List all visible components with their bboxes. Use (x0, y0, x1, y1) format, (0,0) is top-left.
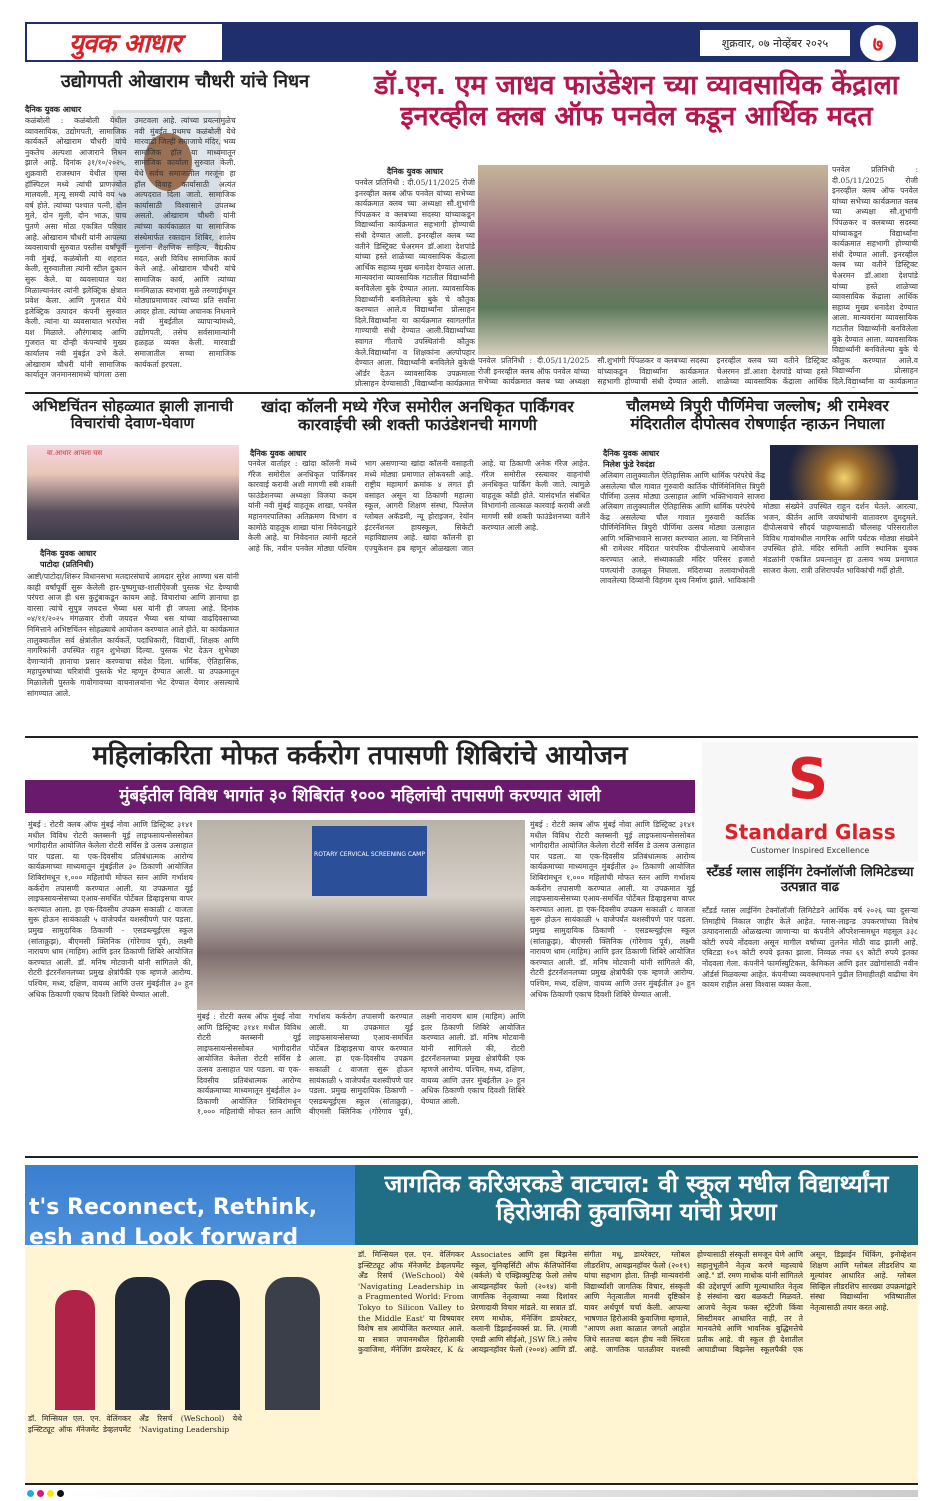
story5-temple-photo (770, 445, 918, 500)
story2-group-photo (478, 165, 828, 355)
story5-byline: दैनिक युवक आधार (603, 448, 660, 458)
story3-location: पाटोदा (प्रतिनिधी) (40, 559, 95, 569)
story5-location: निलेश फुंडे रेवदंडा (603, 459, 655, 469)
story1-byline: दैनिक युवक आधार (25, 104, 82, 114)
story2-body-col1: पनवेल प्रतिनिधी : दी.05/11/2025 रोजी इनरव्हील क्लब ऑफ पनवेल यांच्या सभेच्या कार्यक्रमात क्लब च्या अध्यक्षा सौ.शुभांगी पिंपळकर व क्लबच्या सदस्या यांच्याकडून विद्यार्थ्यांना कार्यक्रमात सहभागी होण्याची संधी देण्यात आली. इनरव्हील क्लब च्या वतीने डिस्ट्रिक्ट चेअरमन डॉ.आशा देशपांडे यांच्या हस्ते शाळेच्या व्यावसायिक केंद्राला आर्थिक सहाय्य मुख्य धनादेश देण्यात आला. मान्यवरांना व्यावसायिक गटातील विद्यार्थ्यांनी बनविलेला बुके देण्यात आला. व्यावसायिक विद्यार्थ्यांनी बनविलेल्या बुके चे कौतुक करण्यात आले.व विद्यार्थ्यांना प्रोत्साहन दिले.विद्यार्थ्यांना या कार्यक्रमात स्वागतगीत गाण्याची संधी देण्यात आली.विद्यार्थ्यांच्या स्वागत गीताचे उपस्थितांनी कौतुक केले.विद्यार्थ्यांना व शिक्षकांना अल्पोपहार देण्यात आला. विद्यार्थ्यांनी बनविलेले बुकेची ऑर्डर देऊन व्यावसायिक उपक्रमाला प्रोत्साहन देण्यासाठी ,विद्यार्थ्यांना कार्यक्रमात (355, 178, 475, 388)
story7-photo-caption: डॉ. मिन्सियल एल. एन. वेलिंगकर इन्स्टिट्यूट ऑफ मॅनेजमेंट डेव्हलपमेंट अँड रिसर्च (WeSchool) येथे 'Navigating Leadership (28, 1414, 242, 1434)
story3-photo-banner: वा.आधार आपला घस (47, 449, 103, 457)
story5-headline: चौलमध्ये त्रिपुरी पौर्णिमेचा जल्लोष; श्री रामेश्वर मंदिरातील दीपोत्सव रोषणाईत न्हाऊन निघाला (626, 397, 889, 433)
section-divider (25, 1483, 918, 1485)
story1-body: कळंबोली : कळंबोली येथील व्यावसायिक, उद्योगपती, सामाजिक कार्यकर्ते ओखाराम चौधरी यांचे नुकतेच अल्पशा आजाराने निधन झाले आहे. दिनांक ३१/१०/२०२५, शुक्रवारी राजस्थान येथील एम्स हॉस्पिटल मध्ये त्यांची प्राणज्योत मालवली. मृत्यू समयी त्यांचे वय ५७ वर्ष होते. त्यांच्या पश्चात पत्नी, दोन मुले, दोन मुली, दोन भाऊ, पाच पुतणे असा मोठा एकत्रित परिवार आहे. ओखाराम चौधरी यांनी आपल्या व्यवसायाची सुरुवात पस्तीस वर्षांपूर्वी नवी मुंबई, कळंबोली या शहरात केली, सुरुवातीला त्यांनी स्टील दुकान सुरू केले. या व्यवसायात यश मिळाल्यानंतर त्यांनी इलेक्ट्रिक क्षेत्रात प्रवेश केला. आणि गुजरात येथे इलेक्ट्रिक उत्पादन कंपनी सुरुवात केली. त्यांना या व्यवसायात भरघोस यश मिळाले. औरंगाबाद आणि गुजरात या दोन्ही कंपन्यांचे मुख्य कार्यालय नवी मुंबईत उभे केले. ओखाराम चौधरी यांनी सामाजिक कार्यातून जनमानसामध्ये चांगला ठसा उमटवला आहे. त्यांच्या प्रयत्नामुळेच नवी मुंबईत प्रथमच कळंबोली येथे मारवाडी जिल्ही समाजाचे मंदिर, भव्य सामाजिक हॉल या माध्यमातून सामाजिक कार्याला सुरुवात केली. येथे सर्वच समाजातील गरजूंना हा हॉल विवाह कार्यासाठी अत्यंत अल्पदरात दिला जातो. सामाजिक कार्यासाठी विश्वासाने उपलब्ध असतो. ओखाराम चौधरी यांनी त्यांच्या कार्यकाळात या सामाजिक संस्थेमार्फत रक्तदान शिबिर, शालेय मुलांना शैक्षणिक साहित्य, वैद्यकीय मदत, अशी विविध सामाजिक कार्य केले आहे. ओखाराम चौधरी यांचे सामाजिक कार्य, आणि त्यांच्या मनमिळाऊ स्वभावा मुळे तरुणाईमधून मोठ्याप्रमाणावर त्यांच्या प्रति सर्वांना आदर होता. त्यांच्या अचानक निधनाने नवी मुंबईतील व्यापाऱ्यांमध्ये, उद्योगपती, तसेच सर्वसामान्यांनी हळहळ व्यक्त केली. मारवाडी समाजातील सच्चा सामाजिक कार्यकर्ता हरपला. (25, 116, 236, 380)
story7-headline: जागतिक करिअरकडे वाटचाल: वी स्कूल मधील विद्यार्थ्यांना हिरोआकी कुवाजिमा यांची प्रेरणा (355, 1165, 918, 1245)
photo-backdrop-text: t's Reconnect, Rethink, esh and Look forward (29, 1195, 318, 1250)
newspaper-logo: युवक आधार (27, 24, 222, 60)
story2-headline: डॉ.एन. एम जाधव फाउंडेशन च्या व्यावसायिक केंद्राला इनरव्हील क्लब ऑफ पनवेल कडून आर्थिक मदत (374, 70, 899, 133)
standard-glass-logo-icon: S (787, 747, 829, 812)
ad-brand: Standard Glass (724, 820, 896, 844)
story2-body-col-right: पनवेल प्रतिनिधी : दी.05/11/2025 रोजी इनरव्हील क्लब ऑफ पनवेल यांच्या सभेच्या कार्यक्रमात क्लब च्या अध्यक्षा सौ.शुभांगी पिंपळकर व क्लबच्या सदस्या यांच्याकडून विद्यार्थ्यांना कार्यक्रमात सहभागी होण्याची संधी देण्यात आली. इनरव्हील क्लब च्या वतीने डिस्ट्रिक्ट चेअरमन डॉ.आशा देशपांडे यांच्या हस्ते शाळेच्या व्यावसायिक केंद्राला आर्थिक सहाय्य मुख्य धनादेश देण्यात आला. मान्यवरांना व्यावसायिक गटातील विद्यार्थ्यांनी बनविलेला बुके देण्यात आला. व्यावसायिक विद्यार्थ्यांनी बनविलेल्या बुके चे कौतुक करण्यात आले.व विद्यार्थ्यांना प्रोत्साहन दिले.विद्यार्थ्यांना या कार्यक्रमात (832, 165, 918, 386)
section-divider (25, 392, 918, 394)
story4-headline: खांदा कॉलनी मध्ये गॅरेज समोरील अनधिकृत पार्किंगवर कारवाईची स्त्री शक्ती फाउंडेशनची मागणी (261, 397, 574, 435)
standard-glass-ad (702, 742, 918, 862)
story4-byline: दैनिक युवक आधार (250, 448, 307, 458)
story2-body-under-photo: पनवेल प्रतिनिधी : दी.05/11/2025 रोजी इनरव्हील क्लब ऑफ पनवेल यांच्या सभेच्या कार्यक्रमात क्लब च्या अध्यक्षा सौ.शुभांगी पिंपळकर व क्लबच्या सदस्या यांच्याकडून विद्यार्थ्यांना कार्यक्रमात सहभागी होण्याची संधी देण्यात आली. इनरव्हील क्लब च्या वतीने डिस्ट्रिक्ट चेअरमन डॉ.आशा देशपांडे यांच्या हस्ते शाळेच्या व्यावसायिक केंद्राला आर्थिक (478, 356, 828, 387)
story4-body: पनवेल वार्ताहर : खांदा कॉलनी मध्ये गॅरेज समोरील अनधिकृत पार्किंगवर कारवाई करावी अशी मागणी स्त्री शक्ती फाउंडेशनच्या अध्यक्षा विजया कदम यांनी नवी मुंबई वाहतूक शाखा, पनवेल महानगरपालिका अतिक्रमण विभाग व कामोठे वाहतूक शाखा यांना निवेदनाद्वारे केली आहे. या निवेदनात त्यांनी म्हटले आहे कि, नवीन पनवेल मोठ्या पश्चिम भाग असणाऱ्या खांदा कॉलनी वसाहती मध्ये मोठ्या प्रमाणात लोकवस्ती आहे. राष्ट्रीय महामार्ग क्रमांक ४ लगत ही वसाहत असून या ठिकाणी महात्मा स्कूल, आगरी शिक्षण संस्था, पिल्लेज ग्लोबल अकॅडमी, न्यू होराइजन, रेयॉन इंटरनॅशनल हायस्कूल, सिकेटी महाविद्यालय आहे. खांदा कॉलनी हा एज्युकेशन हब म्हणून ओळखला जात आहे. या ठिकाणी अनेक गॅरेज आहेत. गॅरेज समोरील रस्त्यावर वाहनांची अनधिकृत पार्किंग केली जाते. त्यामुळे वाहतूक कोंडी होते. यासंदर्भात संबंधित विभागांनी तात्काळ कारवाई करावी अशी मागणी स्त्री शक्ती फाउंडेशनच्या वतीने करण्यात आली आहे. (248, 459, 590, 553)
story6-body-col1: मुंबई : रोटरी क्लब ऑफ मुंबई नोवा आणि डिस्ट्रिक्ट ३१४१ मधील विविध रोटरी क्लब्सनी यूई लाइफसायन्सेससोबत भागीदारीत आयोजित केलेला रोटरी सर्विस डे उत्सव उत्साहात पार पडला. या एक-दिवसीय प्रतिबंधात्मक आरोग्य कार्यक्रमाच्या माध्यमातून मुंबईतील ३० ठिकाणी आयोजित शिबिरांमधून १,००० महिलांची मोफत स्तन आणि गर्भाशय कर्करोग तपासणी करण्यात आली. या उपक्रमात यूई लाइफसायन्सेसच्या एआय-समर्थित पोर्टेबल डिव्हाइसचा वापर करण्यात आला. हा एक-दिवसीय उपक्रम सकाळी ८ वाजता सुरू होऊन सायंकाळी ५ वाजेपर्यंत यशस्वीपणे पार पडला. प्रमुख सामुदायिक ठिकाणी - एसडब्ल्यूईएस स्कूल (सांताक्रुझ), बीएमसी क्लिनिक (गोरेगाव पूर्व), लक्ष्मी नारायण धाम (माहिम) आणि इतर ठिकाणी शिबिरे आयोजित करण्यात आली. डॉ. मनिष मोटवानी यांनी सांगितले की, रोटरी इंटरनॅशनलच्या प्रमुख क्षेत्रांपैकी एक म्हणजे आरोग्य. पश्चिम, मध्य, दक्षिण, वायव्य आणि उत्तर मुंबईतील ३० हून अधिक ठिकाणी एकाच दिवशी शिबिरे घेण्यात आली. (28, 820, 193, 999)
story6-subheadline: मुंबईतील विविध भागांत ३० शिबिरांत १००० महिलांची तपासणी करण्यात आली (25, 780, 695, 813)
print-registration-marks (27, 1490, 64, 1497)
story1 (25, 104, 345, 389)
ad-headline: स्टॅंडर्ड ग्लास लाईनिंग टेक्नॉलॉजी लिमिटेडच्या उत्पन्नात वाढ (706, 865, 914, 895)
camp-banner: ROTARY CERVICAL SCREENING CAMP (312, 826, 427, 896)
story7-body: डॉ. मिन्सियल एल. एन. वेलिंगकर इन्स्टिट्यूट ऑफ मॅनेजमेंट डेव्हलपमेंट अँड रिसर्च (WeSchool) येथे 'Navigating Leadership in a Fragmented World: From Tokyo to Silicon Valley to the Middle East' या विषयावर विशेष सत्र आयोजित करण्यात आले. या सत्रात जपानमधील हिरोआकी कुवाजिमा, मॅनेजिंग डायरेक्टर, K & Associates आणि हस बिझनेस स्कूल, युनिव्हर्सिटी ऑफ कॅलिफोर्निया (बर्कले) चे एक्झिक्युटिव्ह फेलो तसेच आयझनहॉवर फेलो (२०१४) यांनी जागतिक नेतृत्वाच्या नव्या दिशांवर प्रेरणादायी विचार मांडले. या सत्रात डॉ. रमण माधोक, मॅनेजिंग डायरेक्टर, कलानी डिझाईनवर्क्स प्रा. लि. (माजी एमडी आणि सीईओ, JSW लि.) तसेच आयझनहॉवर फेलो (२००४) आणि डॉ. संगीता मधू, डायरेक्टर, ग्लोबल लीडरशिप, आयझनहॉवर फेलो (२०१९) यांचा सहभाग होता. तिन्ही मान्यवरांनी विद्यार्थ्यांशी जागतिक विचार, संस्कृती आणि नेतृत्वातील मानवी दृष्टिकोन यावर अर्थपूर्ण चर्चा केली. आपल्या भाषणात हिरोआकी कुवाजिमा म्हणाले, "आपण अशा काळात जगतो आहोत जिथे सततचा बदल हीच नवी स्थिरता आहे. जागतिक पातळीवर यशस्वी होण्यासाठी संस्कृती समजून घेणे आणि सहानुभूतीने नेतृत्व करणे महत्त्वाचे आहे." डॉ. रमण माधोक यांनी सांगितले की उद्देशपूर्ण आणि मूल्याधारित नेतृत्व हे संस्थांना खरा बळकटी मिळवते. आजचे नेतृत्व फक्त स्ट्रॅटेजी किंवा सिस्टीमवर आधारित नाही, तर ते मानवतेचे आणि भावनिक बुद्धिमत्तेचे प्रतीक आहे. वी स्कूल ही देशातील आघाडीच्या बिझनेस स्कूलपैकी एक असून, डिझाईन थिंकिंग, इनोव्हेशन शिक्षण आणि ग्लोबल लीडरशिप या मूल्यांवर आधारित आहे. ग्लोबल सिव्हिल लीडरशिप सारख्या उपक्रमांद्वारे संस्था विद्यार्थ्यांना भविष्यातील नेतृत्वासाठी तयार करत आहे. (358, 1250, 916, 1355)
story5-body: अलिबाग तालुक्यातील ऐतिहासिक आणि धार्मिक परंपरेचे केंद्र असलेल्या चौल गावात गुरुवारी कार्तिक पौर्णिमेनिमित्त त्रिपुरी पौर्णिमा उत्सव मोठ्या उत्साहात आणि भक्तिभावाने साजरा करण्यात आला. या निमित्ताने श्री रामेश्वर मंदिरात पारंपरिक दीपोत्सवाचे आयोजन करण्यात आले. संध्याकाळी मंदिर परिसर हजारो पणत्यांनी उजळून निघाला. मंदिराच्या तलावाभोवती लावलेल्या दिव्यांनी विहंगम दृश्य निर्माण झाले. भाविकांनी मोठ्या संख्येने उपस्थित राहून दर्शन घेतले. आरत्या, भजन, कीर्तन आणि जयघोषांनी वातावरण दुमदुमले. दीपोत्सवाचे सौंदर्य पाहण्यासाठी चौलसह परिसरातील विविध गावांमधील नागरिक आणि पर्यटक मोठ्या संख्येने उपस्थित होते. मंदिर समिती आणि स्थानिक युवक मंडळांनी एकत्रित प्रयत्नातून हा उत्सव भव्य प्रमाणात साजरा केला. रात्री उशिरापर्यंत भाविकांची गर्दी होती. (600, 502, 918, 586)
story3-byline: दैनिक युवक आधार (40, 548, 97, 558)
story3-body: आष्टी/पाटोदा/शिरूर विधानसभा मतदारसंघाचे आमदार सुरेश आण्णा धस यांनी काही वर्षांपूर्वी सुरू केलेली हार-पुष्पगुच्छ-शालीऐवजी पुस्तक भेट देण्याची परंपरा आज ही धस कुटुंबाकडून कायम आहे. विचारांचा आणि ज्ञानाचा हा वारसा त्यांचे सुपुत्र जयदत्त भैय्या धस यांनी ही जपला आहे. दिनांक ०४/११/२०२५ मंगळवार रोजी जयदत्त भैय्या धस यांच्या वाढदिवसाच्या निमित्ताने अभिष्टचिंतन सोहळ्याचे आयोजन करण्यात आले होते. या कार्यक्रमात तालुक्यातील सर्व क्षेत्रांतील कार्यकर्ते, पदाधिकारी, विद्यार्थी, शिक्षक आणि नागरिकांनी उपस्थित राहून शुभेच्छा दिल्या. पुस्तक भेट देऊन शुभेच्छा देणाऱ्यांनी ज्ञानाचा प्रसार करण्याचा संदेश दिला. धार्मिक, ऐतिहासिक, महापुरुषांच्या चरित्रांची पुस्तके भेट म्हणून देण्यात आली. या उपक्रमातून मिळालेली पुस्तके गावोगावच्या वाचनालयांना भेट देण्यात येणार असल्याचे सांगण्यात आले. (27, 572, 239, 698)
section-divider (25, 1156, 918, 1158)
page-number: ७ (860, 25, 896, 61)
story6-headline: महिलांकरिता मोफत कर्करोग तपासणी शिबिरांचे आयोजन (92, 741, 628, 771)
story5-body-top: अलिबाग तालुक्यातील ऐतिहासिक आणि धार्मिक परंपरेचे केंद्र असलेल्या चौल गावात गुरुवारी कार्तिक पौर्णिमेनिमित्त त्रिपुरी पौर्णिमा उत्सव मोठ्या उत्साहात आणि भक्तिभावाने साजरा (600, 471, 765, 501)
story6-camp-photo (197, 820, 525, 1010)
story3-photo (27, 445, 239, 540)
issue-date: शुक्रवार, ०७ नोव्हेंबर २०२५ (700, 30, 850, 56)
ad-tagline: Customer Inspired Excellence (750, 846, 870, 855)
story1-headline: उद्योगपती ओखाराम चौधरी यांचे निधन (60, 71, 310, 92)
ad-body: स्टॅंडर्ड ग्लास लाईनिंग टेक्नॉलॉजी लिमिटेडने आर्थिक वर्ष २०२६ च्या दुसऱ्या तिमाहीचे निकाल जाहीर केले आहेत. ग्लास-लाइन्ड उपकरणांच्या विशेष उत्पादनासाठी ओळखल्या जाणाऱ्या या कंपनीने ऑपरेशन्समधून महसूल ३३८ कोटी रुपये नोंदवला असून मागील वर्षाच्या तुलनेत मोठी वाढ झाली आहे. एबिटडा १०९ कोटी रुपये इतका झाला. निव्वळ नफा ६९ कोटी रुपये इतका नोंदवला गेला. कंपनीने फार्मास्युटिकल, केमिकल आणि इतर उद्योगांसाठी नवीन ऑर्डर्स मिळवल्या आहेत. कंपनीच्या व्यवस्थापनाने पुढील तिमाहीतही वाढीचा वेग कायम राहील असा विश्वास व्यक्त केला. (702, 906, 918, 990)
story6-body-col-right: मुंबई : रोटरी क्लब ऑफ मुंबई नोवा आणि डिस्ट्रिक्ट ३१४१ मधील विविध रोटरी क्लब्सनी यूई लाइफसायन्सेससोबत भागीदारीत आयोजित केलेला रोटरी सर्विस डे उत्सव उत्साहात पार पडला. या एक-दिवसीय प्रतिबंधात्मक आरोग्य कार्यक्रमाच्या माध्यमातून मुंबईतील ३० ठिकाणी आयोजित शिबिरांमधून १,००० महिलांची मोफत स्तन आणि गर्भाशय कर्करोग तपासणी करण्यात आली. या उपक्रमात यूई लाइफसायन्सेसच्या एआय-समर्थित पोर्टेबल डिव्हाइसचा वापर करण्यात आला. हा एक-दिवसीय उपक्रम सकाळी ८ वाजता सुरू होऊन सायंकाळी ५ वाजेपर्यंत यशस्वीपणे पार पडला. प्रमुख सामुदायिक ठिकाणी - एसडब्ल्यूईएस स्कूल (सांताक्रुझ), बीएमसी क्लिनिक (गोरेगाव पूर्व), लक्ष्मी नारायण धाम (माहिम) आणि इतर ठिकाणी शिबिरे आयोजित करण्यात आली. डॉ. मनिष मोटवानी यांनी सांगितले की, रोटरी इंटरनॅशनलच्या प्रमुख क्षेत्रांपैकी एक म्हणजे आरोग्य. पश्चिम, मध्य, दक्षिण, वायव्य आणि उत्तर मुंबईतील ३० हून अधिक ठिकाणी एकाच दिवशी शिबिरे घेण्यात आली. (530, 820, 695, 999)
story3-headline: अभिष्टचिंतन सोहळ्यात झाली ज्ञानाची विचारांची देवाण-घेवाण (32, 397, 233, 433)
print-gray-bar (65, 1490, 918, 1497)
story2-byline: दैनिक युवक आधार (386, 166, 444, 176)
section-divider (25, 736, 918, 738)
story6-body-under-photo: मुंबई : रोटरी क्लब ऑफ मुंबई नोवा आणि डिस्ट्रिक्ट ३१४१ मधील विविध रोटरी क्लब्सनी यूई लाइफसायन्सेससोबत भागीदारीत आयोजित केलेला रोटरी सर्विस डे उत्सव उत्साहात पार पडला. या एक-दिवसीय प्रतिबंधात्मक आरोग्य कार्यक्रमाच्या माध्यमातून मुंबईतील ३० ठिकाणी आयोजित शिबिरांमधून १,००० महिलांची मोफत स्तन आणि गर्भाशय कर्करोग तपासणी करण्यात आली. या उपक्रमात यूई लाइफसायन्सेसच्या एआय-समर्थित पोर्टेबल डिव्हाइसचा वापर करण्यात आला. हा एक-दिवसीय उपक्रम सकाळी ८ वाजता सुरू होऊन सायंकाळी ५ वाजेपर्यंत यशस्वीपणे पार पडला. प्रमुख सामुदायिक ठिकाणी - एसडब्ल्यूईएस स्कूल (सांताक्रुझ), बीएमसी क्लिनिक (गोरेगाव पूर्व), लक्ष्मी नारायण धाम (माहिम) आणि इतर ठिकाणी शिबिरे आयोजित करण्यात आली. डॉ. मनिष मोटवानी यांनी सांगितले की, रोटरी इंटरनॅशनलच्या प्रमुख क्षेत्रांपैकी एक म्हणजे आरोग्य. पश्चिम, मध्य, दक्षिण, वायव्य आणि उत्तर मुंबईतील ३० हून अधिक ठिकाणी एकाच दिवशी शिबिरे घेण्यात आली. (197, 1012, 525, 1117)
